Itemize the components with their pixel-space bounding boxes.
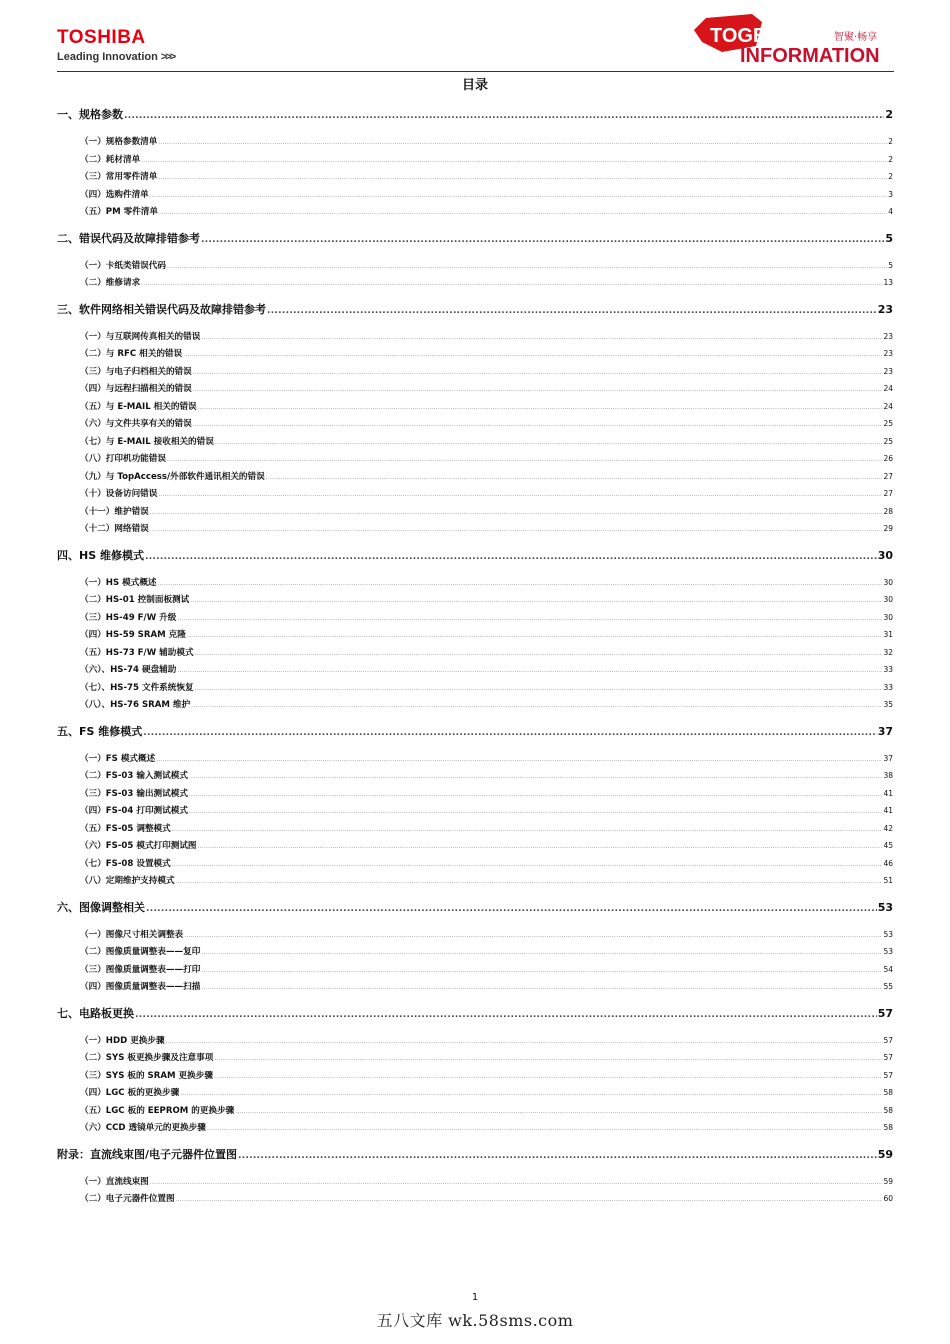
toc-leader-dots: [158, 169, 887, 187]
toc-leader-dots: [177, 610, 882, 628]
toc-item[interactable]: [57, 520, 893, 538]
toc-leader-dots: [172, 821, 883, 839]
toc-item-page: 4: [888, 207, 893, 216]
toc-item[interactable]: [57, 415, 893, 433]
toc-leader-dots: [198, 399, 883, 417]
toc-section[interactable]: [57, 229, 893, 249]
toc-item-page: 25: [883, 436, 893, 446]
toc-item-label: （八）打印机功能错误: [80, 454, 166, 464]
toc-leader-dots: [183, 346, 882, 364]
toc-item[interactable]: [57, 363, 893, 381]
toc-section-page: 59: [877, 1147, 893, 1161]
toc-section[interactable]: [57, 105, 893, 125]
toc-item[interactable]: [57, 186, 893, 204]
toc-item-page: 30: [883, 612, 893, 622]
toc-section-label: 附录：直流线束图/电子元器件位置图: [57, 1147, 238, 1161]
toc-section-page: 2: [885, 108, 893, 121]
toc-item[interactable]: [57, 380, 893, 398]
toc-item-page: 30: [883, 577, 893, 587]
toc-leader-dots: [214, 1050, 882, 1068]
toc-item-label: （六）CCD 透镜单元的更换步骤: [80, 1123, 206, 1133]
toc-leader-dots: [158, 134, 887, 152]
toc-leader-dots: [266, 469, 883, 487]
toc-leader-dots: [201, 944, 882, 962]
toc-section-page: 23: [877, 302, 893, 316]
toc-item-label: （一）规格参数清单: [80, 137, 158, 147]
toc-item[interactable]: [57, 1032, 893, 1050]
toc-leader-dots: [141, 275, 882, 293]
toc-leader-dots: [189, 786, 883, 804]
toc-leader-dots: [193, 416, 883, 434]
toc-section-label: 一、规格参数: [57, 108, 123, 121]
toc-item-label: （四）与远程扫描相关的错误: [80, 384, 192, 394]
page-number: 1: [471, 1292, 479, 1303]
toc-leader-dots: [150, 1174, 883, 1192]
toc-leader-dots: [201, 979, 882, 997]
toc-item[interactable]: [57, 785, 893, 803]
toc-leader-dots: [167, 258, 887, 276]
brand-name: TOSHIBA: [57, 27, 146, 48]
toc-item-label: （五）HS-73 F/W 辅助模式: [80, 647, 194, 658]
toc-item-page: 33: [883, 682, 893, 692]
toc-leader-dots: [124, 106, 884, 126]
toc-leader-dots: [238, 1146, 877, 1166]
toc-item-label: （一）与互联网传真相关的错误: [80, 331, 201, 342]
toc-item-page: 42: [883, 823, 893, 833]
toc-item-page: 25: [883, 419, 893, 428]
toc-item[interactable]: [57, 591, 893, 609]
toc-item[interactable]: [57, 609, 893, 627]
toc-section[interactable]: [57, 1145, 893, 1165]
toc-item[interactable]: [57, 961, 893, 979]
toc-item[interactable]: [57, 644, 893, 662]
toc-item-label: （三）常用零件清单: [80, 172, 158, 182]
toshiba-brand: [57, 28, 174, 63]
brand-tagline: Leading Innovation: [57, 51, 158, 63]
toc-leader-dots: [201, 230, 884, 250]
toc-item-page: 59: [883, 1176, 893, 1186]
toc-section-label: 六、图像调整相关: [57, 900, 145, 914]
toc-leader-dots: [135, 1005, 877, 1025]
toc-item-label: （二）SYS 板更换步骤及注意事项: [80, 1053, 214, 1063]
toc-item-page: 53: [883, 929, 893, 939]
toc-item-label: （一）图像尺寸相关调整表: [80, 929, 184, 940]
toc-item[interactable]: [57, 151, 893, 169]
toc-item-page: 41: [883, 788, 893, 798]
toc-item-label: （二）HS-01 控制面板测试: [80, 595, 190, 605]
toc-leader-dots: [158, 575, 883, 593]
toc-item-page: 51: [883, 876, 893, 885]
header-divider: [57, 71, 894, 72]
toc-item-label: （三）图像质量调整表——打印: [80, 964, 201, 975]
toc-item-label: （八）定期维护支持模式: [80, 876, 175, 886]
toc-item-label: （十二）网络错误: [80, 524, 149, 534]
toc-leader-dots: [187, 627, 883, 645]
toc-leader-dots: [158, 486, 882, 504]
toc-item[interactable]: [57, 1049, 893, 1067]
toc-item[interactable]: [57, 943, 893, 961]
toc-item-page: 58: [883, 1123, 893, 1132]
logo-line1-cn: 智聚·畅享: [834, 32, 878, 43]
toc-item-page: 24: [883, 384, 893, 393]
toc-item[interactable]: [57, 626, 893, 644]
toc-item-page: 54: [883, 964, 893, 974]
toc-item-page: 55: [883, 982, 893, 991]
toc-leader-dots: [176, 873, 883, 891]
toc-item[interactable]: [57, 345, 893, 363]
toc-item-page: 58: [883, 1088, 893, 1097]
toc-leader-dots: [177, 662, 882, 680]
toc-leader-dots: [267, 301, 877, 321]
toc-item-label: （一）HDD 更换步骤: [80, 1035, 165, 1046]
toc-item-label: （五）FS-05 调整模式: [80, 823, 171, 834]
toc-leader-dots: [167, 451, 883, 469]
toc-item-page: 29: [883, 524, 893, 533]
toc-item[interactable]: [57, 274, 893, 292]
toc-item[interactable]: [57, 485, 893, 503]
toc-item[interactable]: [57, 450, 893, 468]
toc-section-label: 二、错误代码及故障排错参考: [57, 231, 200, 245]
toc-item[interactable]: [57, 1067, 893, 1085]
table-of-contents: [57, 105, 893, 1216]
toc-item[interactable]: [57, 837, 893, 855]
toc-item-label: （四）图像质量调整表——扫描: [80, 982, 201, 992]
toc-leader-dots: [156, 751, 882, 769]
toc-item-label: （六）与文件共享有关的错误: [80, 419, 192, 429]
toc-section[interactable]: [57, 1004, 893, 1024]
together-information-logo: [692, 12, 894, 68]
toc-item[interactable]: [57, 750, 893, 768]
logo-line1: TOGETHER: [710, 25, 821, 47]
toc-item-label: （六）、HS-74 硬盘辅助: [80, 665, 177, 675]
toc-item-label: （十一）维护错误: [80, 506, 149, 517]
toc-item[interactable]: [57, 203, 893, 221]
toc-item-page: 58: [883, 1105, 893, 1115]
toc-item-page: 38: [883, 771, 893, 780]
toc-item-label: （十）设备访问错误: [80, 489, 158, 499]
toc-leader-dots: [193, 381, 883, 399]
toc-section[interactable]: [57, 546, 893, 566]
toc-item-page: 41: [883, 806, 893, 815]
toc-item-label: （五）LGC 板的 EEPROM 的更换步骤: [80, 1105, 235, 1116]
toc-item-label: （四）HS-59 SRAM 克隆: [80, 630, 186, 640]
toc-section[interactable]: [57, 898, 893, 918]
toc-leader-dots: [184, 927, 882, 945]
toc-item[interactable]: [57, 257, 893, 275]
toc-item-page: 5: [888, 260, 893, 270]
toc-leader-dots: [191, 697, 882, 715]
toc-item-page: 2: [888, 154, 893, 164]
toc-leader-dots: [159, 204, 887, 222]
toc-item-page: 57: [883, 1053, 893, 1062]
toc-item-page: 2: [888, 172, 893, 181]
toc-item-label: （七）、HS-75 文件系统恢复: [80, 682, 194, 693]
toc-item[interactable]: [57, 328, 893, 346]
toc-leader-dots: [189, 768, 883, 786]
toc-leader-dots: [235, 1103, 882, 1121]
toc-item-page: 35: [883, 700, 893, 709]
toc-leader-dots: [198, 838, 883, 856]
toc-item[interactable]: [57, 679, 893, 697]
toc-section-page: 37: [877, 724, 893, 738]
toc-leader-dots: [190, 592, 882, 610]
toc-item-page: 27: [883, 489, 893, 498]
watermark: 五八文库 wk.58sms.com: [376, 1311, 574, 1330]
toc-item-label: （五）与 E-MAIL 相关的错误: [80, 401, 197, 412]
logo-line2: INFORMATION: [740, 45, 880, 67]
page-header: [0, 0, 950, 80]
toc-item[interactable]: [57, 872, 893, 890]
toc-item[interactable]: [57, 1173, 893, 1191]
toc-item[interactable]: [57, 1084, 893, 1102]
toc-leader-dots: [176, 1191, 883, 1209]
toc-item-page: 53: [883, 947, 893, 956]
toc-item-label: （五）PM 零件清单: [80, 207, 158, 217]
toc-item[interactable]: [57, 133, 893, 151]
toc-item-page: 26: [883, 454, 893, 463]
toc-item[interactable]: [57, 503, 893, 521]
toc-item[interactable]: [57, 696, 893, 714]
toc-item-page: 45: [883, 841, 893, 850]
toc-item-label: （三）FS-03 输出测试模式: [80, 788, 188, 799]
toc-section-page: 5: [885, 231, 893, 245]
toc-item-page: 2: [888, 137, 893, 146]
toc-item-page: 3: [888, 189, 893, 199]
toc-item-label: （九）与 TopAccess/外部软件通讯相关的错误: [80, 471, 265, 482]
toc-item[interactable]: [57, 767, 893, 785]
toc-item[interactable]: [57, 1119, 893, 1137]
toc-leader-dots: [166, 1033, 883, 1051]
toc-item-page: 33: [883, 665, 893, 674]
toc-item-label: （四）选购件清单: [80, 189, 149, 200]
toc-leader-dots: [143, 723, 876, 743]
toc-leader-dots: [195, 680, 883, 698]
toc-leader-dots: [207, 1120, 883, 1138]
toc-item[interactable]: [57, 926, 893, 944]
toc-item-page: 32: [883, 647, 893, 657]
toc-leader-dots: [146, 899, 877, 919]
toc-item[interactable]: [57, 468, 893, 486]
toc-item-label: （八）、HS-76 SRAM 维护: [80, 700, 191, 710]
toc-item[interactable]: [57, 398, 893, 416]
toc-item-label: （一）HS 模式概述: [80, 577, 157, 588]
toc-item-label: （一）直流线束图: [80, 1176, 149, 1187]
toc-item-page: 27: [883, 471, 893, 481]
toc-item-label: （二）耗材清单: [80, 154, 141, 165]
toc-item-page: 46: [883, 858, 893, 868]
toc-item-label: （二）与 RFC 相关的错误: [80, 349, 183, 359]
toc-leader-dots: [214, 1068, 883, 1086]
toc-item-page: 57: [883, 1070, 893, 1080]
toc-section-label: 五、FS 维修模式: [57, 724, 143, 738]
toc-item-page: 31: [883, 630, 893, 639]
toc-leader-dots: [172, 856, 883, 874]
toc-item[interactable]: [57, 433, 893, 451]
toc-leader-dots: [150, 187, 887, 205]
toc-leader-dots: [150, 504, 883, 522]
toc-item-label: （二）FS-03 输入测试模式: [80, 771, 188, 781]
toc-item-label: （四）FS-04 打印测试模式: [80, 806, 188, 816]
toc-item[interactable]: [57, 574, 893, 592]
toc-item-label: （七）与 E-MAIL 接收相关的错误: [80, 436, 214, 447]
toc-item-label: （三）与电子归档相关的错误: [80, 366, 192, 377]
toc-item[interactable]: [57, 1102, 893, 1120]
toc-item-label: （一）卡纸类错误代码: [80, 260, 166, 271]
toc-item[interactable]: [57, 978, 893, 996]
toc-item-label: （三）HS-49 F/W 升级: [80, 612, 177, 623]
toc-item-page: 57: [883, 1035, 893, 1045]
toc-section-page: 57: [877, 1006, 893, 1020]
toc-item-page: 37: [883, 753, 893, 763]
toc-section-label: 四、HS 维修模式: [57, 548, 144, 562]
toc-leader-dots: [193, 364, 883, 382]
toc-section-label: 三、软件网络相关错误代码及故障排错参考: [57, 302, 266, 316]
toc-section[interactable]: [57, 722, 893, 742]
toc-item[interactable]: [57, 168, 893, 186]
toc-item[interactable]: [57, 1190, 893, 1208]
toc-item-label: （三）SYS 板的 SRAM 更换步骤: [80, 1070, 213, 1081]
toc-item[interactable]: [57, 661, 893, 679]
toc-leader-dots: [215, 434, 883, 452]
toc-leader-dots: [141, 152, 887, 170]
toc-item-label: （一）FS 模式概述: [80, 753, 156, 764]
toc-item-label: （七）FS-08 设置模式: [80, 858, 171, 869]
toc-item-page: 23: [883, 349, 893, 358]
toc-item[interactable]: [57, 802, 893, 820]
toc-item-label: （六）FS-05 模式打印测试图: [80, 841, 197, 851]
toc-section[interactable]: [57, 300, 893, 320]
chevrons-icon: >>>: [160, 51, 175, 63]
toc-leader-dots: [201, 962, 882, 980]
brand-tagline-row: [57, 51, 174, 63]
toc-item-page: 30: [883, 595, 893, 604]
toc-leader-dots: [145, 547, 877, 567]
toc-item-label: （二）维修请求: [80, 278, 141, 288]
toc-item-page: 13: [883, 278, 893, 287]
toc-section-page: 30: [877, 548, 893, 562]
toc-item-page: 23: [883, 366, 893, 376]
toc-item[interactable]: [57, 820, 893, 838]
toc-item-label: （二）电子元器件位置图: [80, 1194, 175, 1204]
toc-item-page: 24: [883, 401, 893, 411]
toc-section-label: 七、电路板更换: [57, 1006, 134, 1020]
toc-item-page: 60: [883, 1194, 893, 1203]
toc-item-page: 23: [883, 331, 893, 341]
toc-section-page: 53: [877, 900, 893, 914]
toc-leader-dots: [195, 645, 883, 663]
toc-leader-dots: [189, 803, 883, 821]
toc-item-page: 28: [883, 506, 893, 516]
toc-title: 目录: [461, 78, 488, 93]
toc-leader-dots: [201, 329, 882, 347]
toc-item-label: （二）图像质量调整表——复印: [80, 947, 201, 957]
toc-item[interactable]: [57, 855, 893, 873]
toc-item-label: （四）LGC 板的更换步骤: [80, 1088, 180, 1098]
toc-leader-dots: [150, 521, 883, 539]
toc-leader-dots: [180, 1085, 882, 1103]
